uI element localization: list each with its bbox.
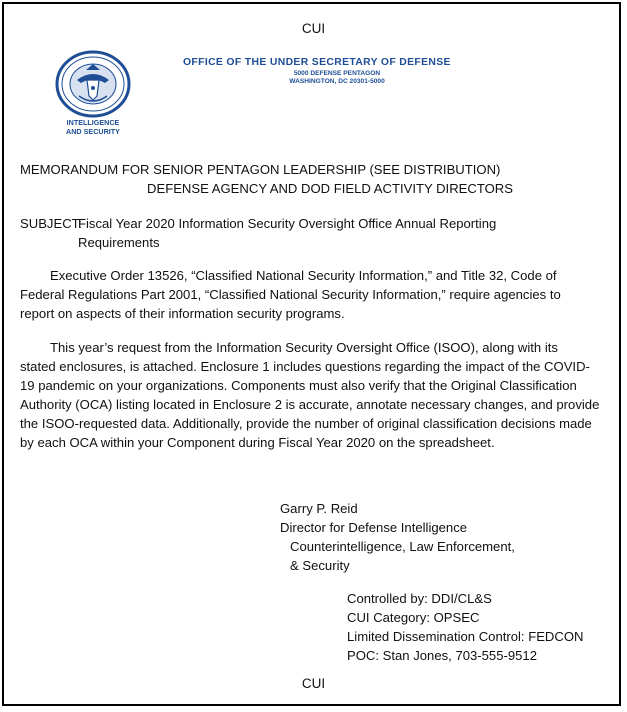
letterhead-address-2: WASHINGTON, DC 20301-5000: [289, 78, 385, 85]
letterhead-office: OFFICE OF THE UNDER SECRETARY OF DEFENSE: [183, 57, 451, 68]
cui-marking-bottom: CUI: [301, 676, 326, 691]
seal-caption: [48, 118, 138, 136]
paragraph-2-line: stated enclosures, is attached. Enclosure 1 includes questions regarding the impact of the COVID-: [20, 359, 590, 374]
seal-caption-line: AND SECURITY: [66, 127, 120, 136]
controlled-by: Controlled by: DDI/CL&S: [347, 591, 492, 606]
signatory-title-2: Counterintelligence, Law Enforcement,: [290, 539, 515, 554]
point-of-contact: POC: Stan Jones, 703-555-9512: [347, 648, 537, 663]
paragraph-2-line: by each OCA within your Component during Fiscal Year 2020 on the spreadsheet.: [20, 435, 495, 450]
paragraph-1-line: Executive Order 13526, “Classified National Security Information,” and Title 32, Code of: [50, 268, 557, 283]
dissemination-control: Limited Dissemination Control: FEDCON: [347, 629, 584, 644]
subject-line-1: Fiscal Year 2020 Information Security Oversight Office Annual Reporting: [78, 216, 497, 231]
signatory-title-1: Director for Defense Intelligence: [280, 520, 468, 535]
dod-seal-icon: [53, 50, 133, 118]
paragraph-2-line: This year’s request from the Information Security Oversight Office (ISOO), along with its: [50, 340, 558, 355]
paragraph-2-line: Authority (OCA) listing located in Enclosure 2 is accurate, annotate necessary changes, and provide: [20, 397, 600, 412]
memo-for-line-1: MEMORANDUM FOR SENIOR PENTAGON LEADERSHIP (SEE DISTRIBUTION): [20, 162, 501, 177]
subject-label: SUBJECT:: [20, 216, 82, 231]
paragraph-2-line: the ISOO-requested data. Additionally, provide the number of original classification decisions made: [20, 416, 592, 431]
cui-category: CUI Category: OPSEC: [347, 610, 480, 625]
seal-caption-line: INTELLIGENCE: [66, 118, 120, 127]
letterhead-address-1: 5000 DEFENSE PENTAGON: [293, 70, 381, 77]
signatory-title-3: & Security: [290, 558, 350, 573]
signatory-name: Garry P. Reid: [280, 501, 358, 516]
paragraph-1-line: report on aspects of their information security programs.: [20, 306, 345, 321]
paragraph-2-line: 19 pandemic on your organizations. Components must also verify that the Original Classification: [20, 378, 577, 393]
memo-for-line-2: DEFENSE AGENCY AND DOD FIELD ACTIVITY DIRECTORS: [147, 181, 513, 196]
cui-marking-top: CUI: [301, 21, 326, 36]
paragraph-1-line: Federal Regulations Part 2001, “Classified National Security Information,” require agencies to: [20, 287, 561, 302]
subject-line-2: Requirements: [78, 235, 160, 250]
